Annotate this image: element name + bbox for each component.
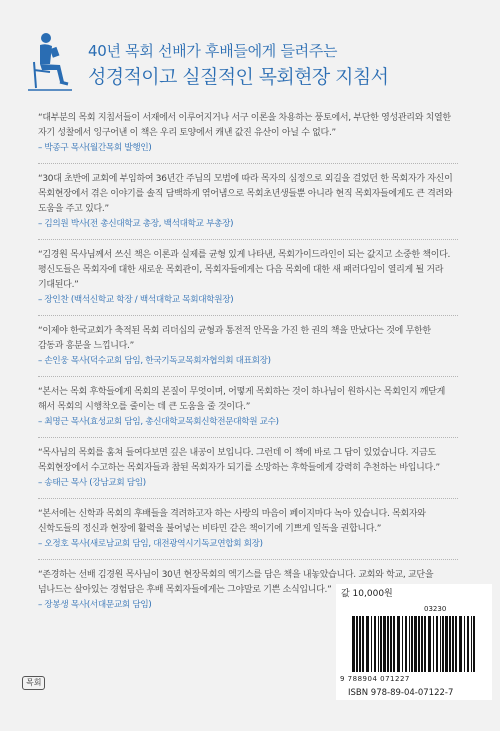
barcode-bar: [452, 616, 454, 672]
barcode-bar: [374, 616, 376, 672]
barcode-addon-number: 03230: [424, 605, 447, 613]
seated-reader-icon: [20, 32, 82, 96]
barcode-bar: [418, 616, 420, 672]
barcode-bar: [409, 616, 410, 672]
barcode-bar: [393, 616, 395, 672]
barcode-bar: [378, 616, 379, 672]
barcode-bar: [405, 616, 407, 672]
barcode-bar: [442, 616, 444, 672]
barcode-bar: [433, 616, 434, 672]
barcode-bar: [428, 616, 431, 672]
divider: [38, 498, 458, 499]
endorsement-attribution: – 오정호 목사(새로남교회 담임, 대전광역시기독교연합회 회장): [38, 539, 263, 549]
endorsement: [38, 248, 458, 307]
endorsement-text: “본서는 목회 후학들에게 목회의 본질이 무엇이며, 어떻게 목회하는 것이 하나님이 원하시는 목회인지 깨닫게 해서 목회의 시행착오를 줄이는 데 큰 도움을 줄 것이다.”: [38, 387, 445, 412]
barcode-digits: 9 788904 071227: [340, 675, 410, 683]
publisher-logo: 목회: [22, 676, 45, 690]
barcode-bar: [464, 616, 465, 672]
barcode-bar: [411, 616, 413, 672]
barcode-bar: [366, 616, 369, 672]
barcode-bar: [436, 616, 438, 672]
barcode-bar: [359, 616, 361, 672]
endorsement-text: “본서에는 신학과 목회의 후배들을 격려하고자 하는 사랑의 마음이 페이지마다 녹아 있습니다. 목회자와 신학도들의 정신과 현장에 활력을 불어넣는 비타민 같은 책이기에 기쁘게 일독을 권합니다.”: [38, 509, 426, 534]
isbn-label: ISBN 978-89-04-07122-7: [348, 688, 454, 698]
barcode-bar: [445, 616, 448, 672]
endorsement: [38, 446, 458, 490]
barcode-bar: [421, 616, 423, 672]
endorsement: [38, 507, 458, 551]
endorsement: [38, 172, 458, 231]
endorsement-text: “대부분의 목회 지침서들이 서재에서 이루어지거나 서구 이론을 차용하는 풍토에서, 부단한 영성관리와 치열한 자기 성찰에서 잉구어낸 이 책은 우리 토양에서 캐낸 값진 유산이 아닐 수 없다.”: [38, 113, 451, 138]
price-label: 값 10,000원: [341, 589, 393, 599]
barcode-bar: [459, 616, 462, 672]
endorsement: [38, 324, 458, 368]
divider: [38, 163, 458, 164]
barcode-bar: [440, 616, 441, 672]
endorsement-attribution: – 최명근 목사(효성교회 담임, 총신대학교목회신학전문대학원 교수): [38, 417, 279, 427]
barcode-bar: [371, 616, 372, 672]
barcode-bar: [383, 616, 386, 672]
header-subtitle: 40년 목회 선배가 후배들에게 들려주는: [88, 42, 338, 60]
header-title: 성경적이고 실질적인 목회현장 지침서: [88, 66, 389, 88]
endorsement: [38, 385, 458, 429]
divider: [38, 559, 458, 560]
barcode-bar: [455, 616, 457, 672]
barcode-bar: [473, 616, 475, 672]
endorsement-text: “김경원 목사님께서 쓰신 책은 이론과 실제를 균형 있게 나타낸, 목회가이드라인이 되는 값지고 소중한 책이다. 평신도들은 목회자에 대한 새로운 목회관이, 목회자들에게는 다음 목회에 대한 새 패러다임이 열리게 될 거라 기대된다.”: [38, 250, 451, 290]
endorsement-attribution: – 송태근 목사 (강남교회 담임): [38, 478, 146, 488]
barcode-bar: [449, 616, 451, 672]
endorsement-attribution: – 박종구 목사(월간목회 발행인): [38, 143, 152, 153]
barcode-bar: [467, 616, 469, 672]
barcode-bar: [356, 616, 358, 672]
endorsement-attribution: – 김의원 박사(전 총신대학교 총장, 백석대학교 부총장): [38, 219, 234, 229]
endorsement-text: “존경하는 선배 김경원 목사님이 30년 현장목회의 엑기스를 담은 책을 내놓았습니다. 교회와 학교, 교단을 넘나드는 살아있는 경험담은 후배 목회자들에게는 그야말로 기쁜 소식입니다.”: [38, 570, 434, 595]
barcode-bar: [352, 616, 355, 672]
divider: [38, 376, 458, 377]
endorsement-text: “목사님의 목회를 훔쳐 들여다보면 깊은 내공이 보입니다. 그런데 이 책에 바로 그 답이 있었습니다. 지금도 목회현장에서 수고하는 목회자들과 참된 목회자가 되기를 소망하는 후학들에게 강력히 추천하는 바입니다.”: [38, 448, 440, 473]
barcode-bar: [471, 616, 472, 672]
divider: [38, 437, 458, 438]
cover-header: [20, 32, 480, 102]
barcode-bar: [397, 616, 400, 672]
endorsement-text: “이제야 한국교회가 축적된 목회 리더십의 균형과 통전적 안목을 가진 한 권의 책을 만났다는 것에 무한한 감동과 흥분을 느낍니다.”: [38, 326, 431, 351]
barcode-bar: [390, 616, 392, 672]
divider: [38, 315, 458, 316]
barcode-bar: [380, 616, 382, 672]
divider: [38, 239, 458, 240]
barcode-bar: [414, 616, 417, 672]
barcode-image: [352, 616, 478, 674]
barcode-bar: [387, 616, 389, 672]
barcode-bar: [362, 616, 364, 672]
barcode-bar: [402, 616, 403, 672]
barcode-bar: [424, 616, 426, 672]
endorsement-attribution: – 장봉생 목사(서대문교회 담임): [38, 600, 152, 610]
endorsement-list: [38, 111, 458, 612]
endorsement-text: “30대 초반에 교회에 부임하여 36년간 주님의 모범에 따라 목자의 심정으로 외길을 걸었던 한 목회자가 자신이 목회현장에서 겪은 이야기를 솔직 담백하게 엮어냄으로 목회초년생들뿐 아니라 현직 목회자들에게도 큰 격려와 도움을 주고 있다.”: [38, 174, 453, 214]
endorsement-attribution: – 장인찬 (백석신학교 학장 / 백석대학교 목회대학원장): [38, 295, 234, 305]
endorsement: [38, 111, 458, 155]
endorsement-attribution: – 손인웅 목사(덕수교회 담임, 한국기독교목회자협의회 대표회장): [38, 356, 271, 366]
